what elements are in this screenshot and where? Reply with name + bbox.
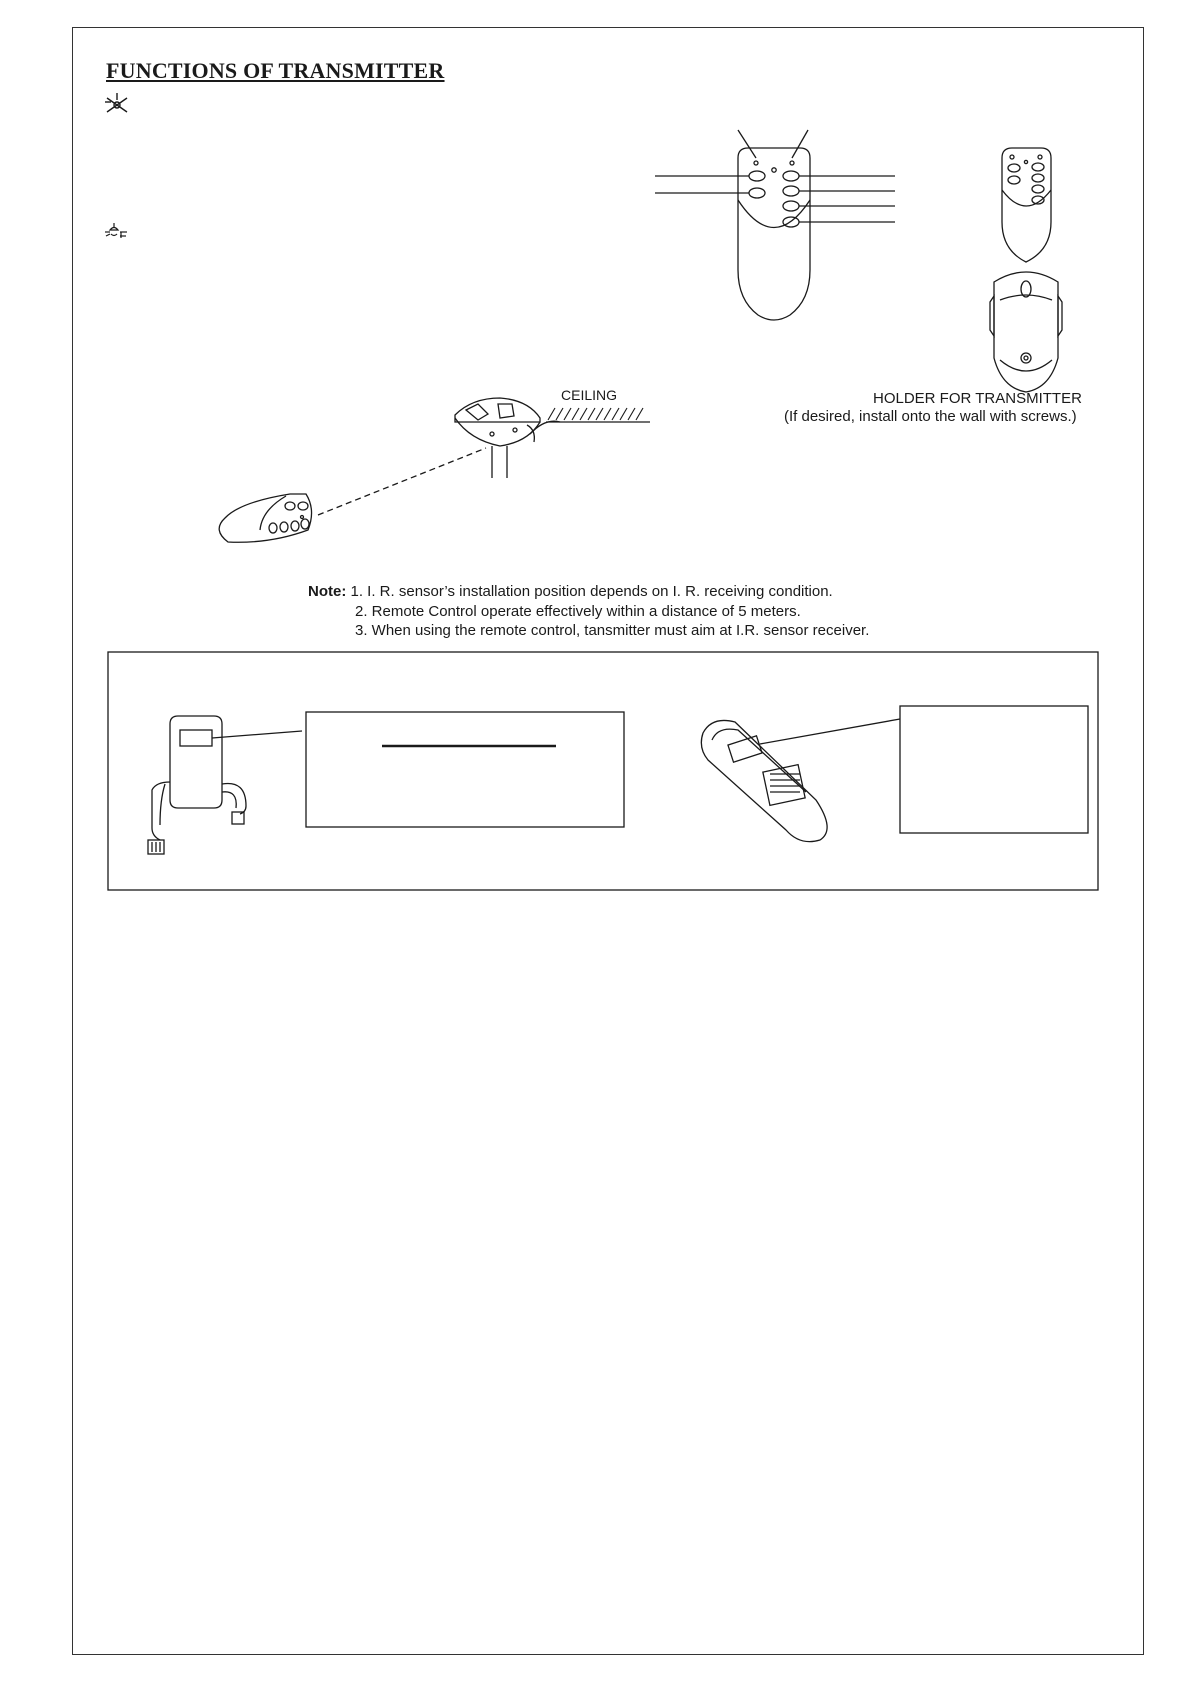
transmitter-angled — [701, 719, 900, 842]
fan-button-1 — [783, 171, 799, 181]
page-title: FUNCTIONS OF TRANSMITTER — [106, 58, 445, 83]
light-dim-button — [749, 188, 765, 198]
note-item-1-text: 1. I. R. sensor’s installation position depends on I. R. receiving condition. — [350, 583, 833, 600]
fan-button-2 — [783, 186, 799, 196]
ceiling-receiver — [455, 398, 650, 478]
holder-for-transmitter — [990, 272, 1062, 392]
receiver-label-box — [306, 712, 624, 827]
light-button — [749, 171, 765, 181]
note-item-3: 3. When using the remote control, tansmitter must aim at I.R. sensor receiver. — [355, 622, 870, 639]
transmitter-diagram — [655, 130, 895, 320]
holder-remote — [1002, 148, 1051, 262]
fan-button-3 — [783, 201, 799, 211]
info-box — [108, 652, 1098, 890]
transmitter-label-box — [900, 706, 1088, 833]
note-item-2: 2. Remote Control operate effectively within a distance of 5 meters. — [355, 602, 801, 620]
handheld-remote — [219, 494, 311, 542]
note-block — [308, 582, 869, 641]
ir-beam — [318, 448, 486, 515]
ceiling-label: CEILING — [561, 387, 618, 403]
note-lead: Note: — [308, 583, 347, 600]
receiver-module — [148, 716, 302, 854]
holder-title: HOLDER FOR TRANSMITTER — [873, 390, 1082, 407]
holder-note: (If desired, install onto the wall with screws.) — [784, 408, 1077, 425]
note-item-1 — [308, 582, 869, 602]
transmitter-body — [738, 148, 810, 320]
